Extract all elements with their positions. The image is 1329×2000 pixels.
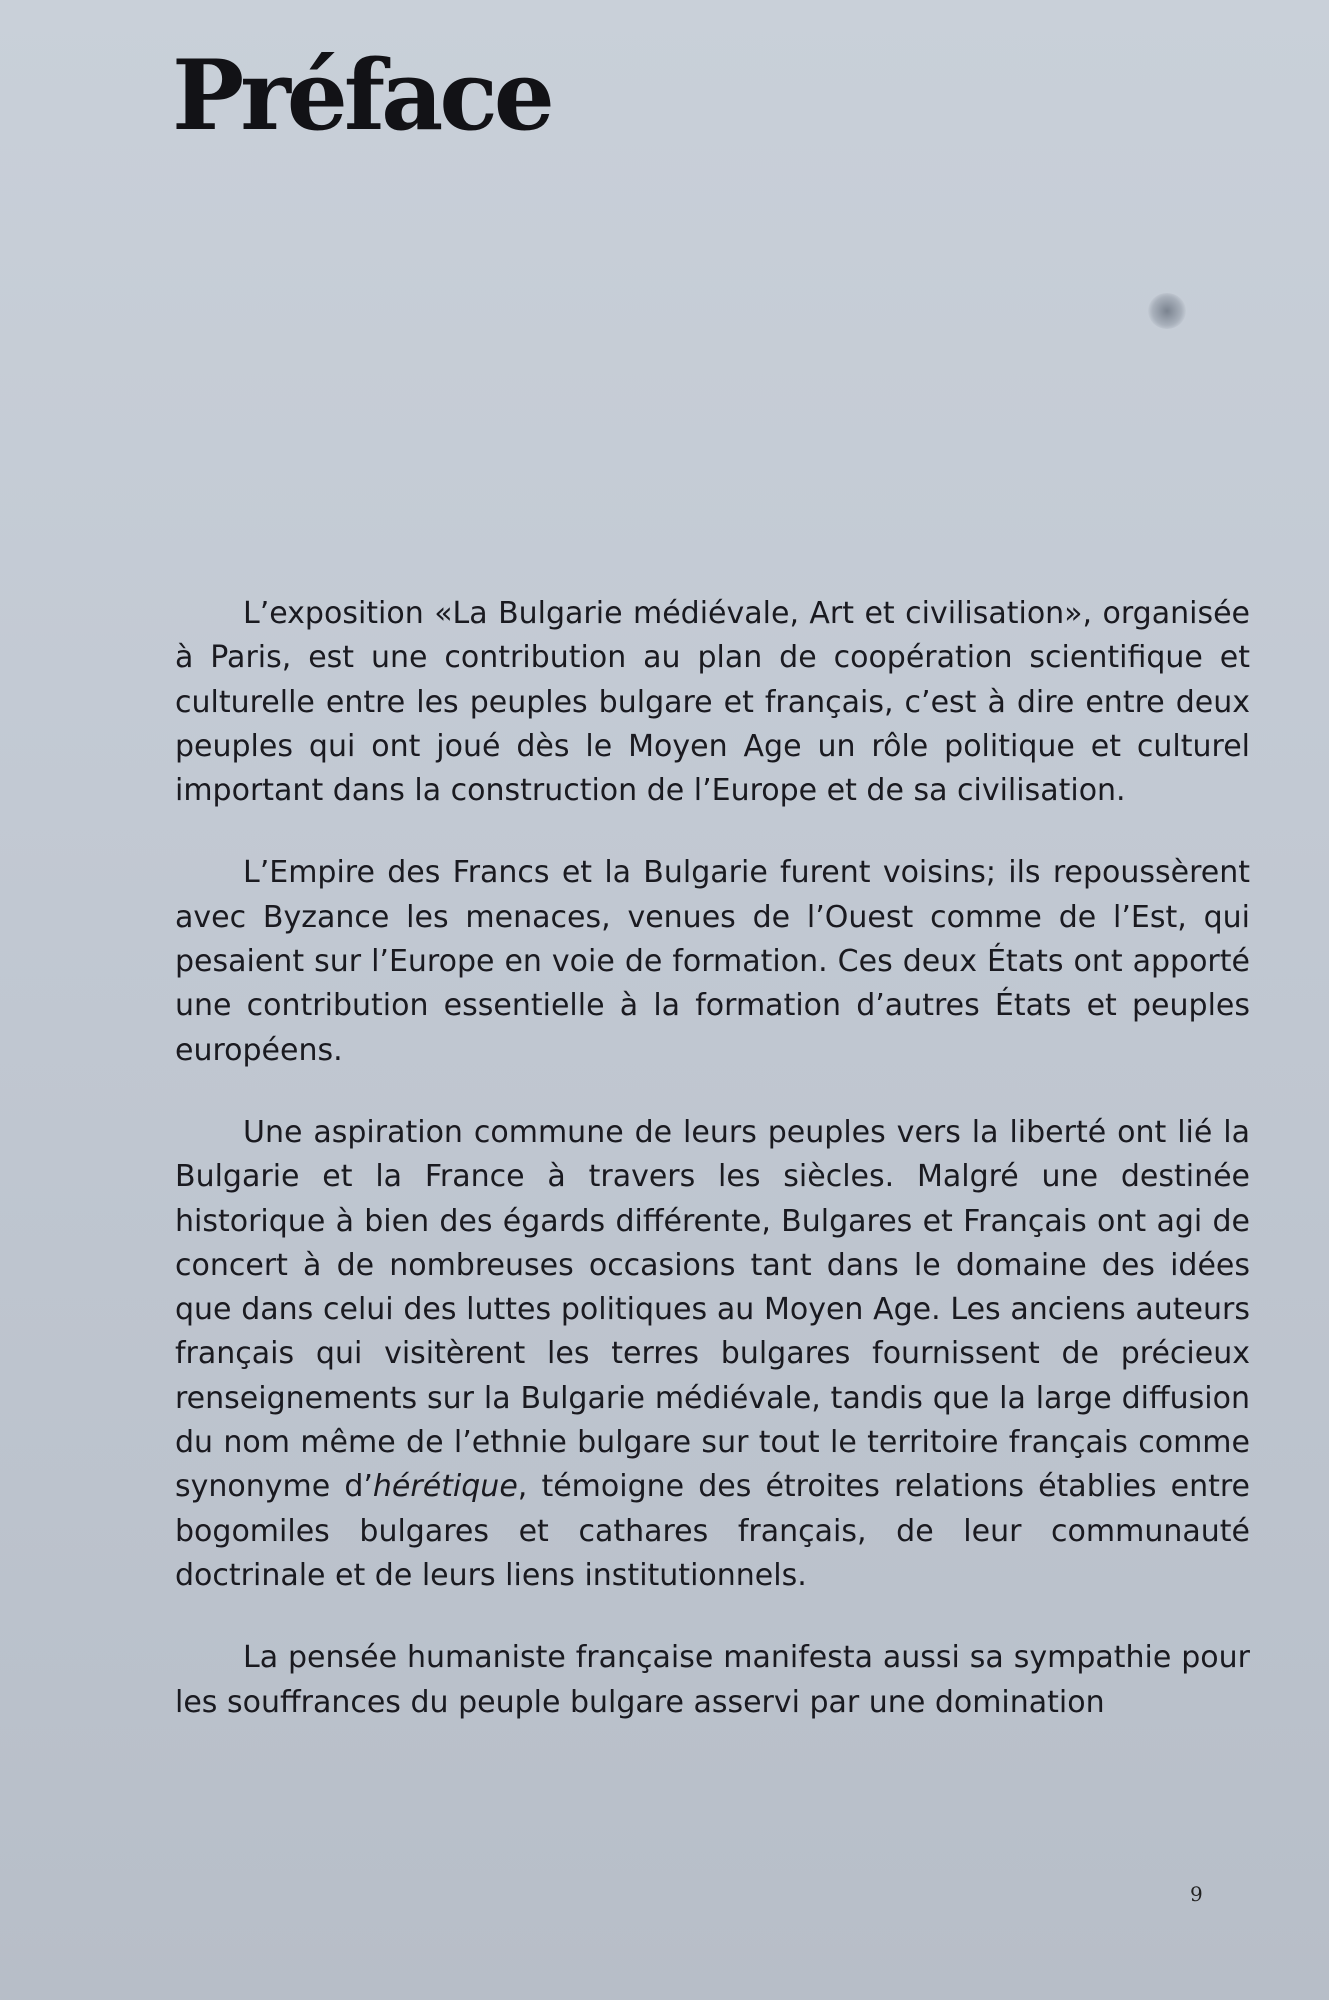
page-title: Préface xyxy=(172,39,551,152)
preface-body xyxy=(175,592,1250,1763)
paragraph-3-text-a: Une aspiration commune de leurs peuples vers la liberté ont lié la Bulgarie et la France à travers les siècles. Malgré une destinée historique à bien des égards différente, Bulgares et Français ont agi de concert à de nombreuses occasions tant dans le domaine des idées que dans celui des luttes politiques au Moyen Age. Les anciens auteurs français qui visitèrent les terres bulgares fournissent de précieux renseignements sur la Bulgarie médiévale, tandis que la large diffusion du nom même de l’ethnie bulgare sur tout le territoire français comme synonyme d’ xyxy=(175,1114,1250,1505)
paragraph-3-text-b: , témoigne des étroites relations établies entre bogomiles bulgares et cathares français, de leur communauté doctrinale et de leurs liens institutionnels. xyxy=(175,1469,1250,1593)
paragraph-3-italic-word: hérétique xyxy=(372,1469,518,1505)
paragraph-2: L’Empire des Francs et la Bulgarie furent voisins; ils repoussèrent avec Byzance les menaces, venues de l’Ouest comme de l’Est, qui pesaient sur l’Europe en voie de formation. Ces deux États ont apporté une contribution essentielle à la formation d’autres États et peuples européens. xyxy=(175,855,1250,1068)
paragraph-4: La pensée humaniste française manifesta aussi sa sympathie pour les souffrances du peuple bulgare asservi par une domination xyxy=(175,1640,1250,1720)
paragraph-1: L’exposition «La Bulgarie médiévale, Art et civilisation», organisée à Paris, est une contribution au plan de coopération scientifique et culturelle entre les peuples bulgare et français, c’est à dire entre deux peuples qui ont joué dès le Moyen Age un rôle politique et culturel important dans la construction de l’Europe et de sa civilisation. xyxy=(175,596,1250,809)
paragraph-3 xyxy=(175,1111,1250,1598)
page-number: 9 xyxy=(1190,1882,1203,1906)
ink-smudge xyxy=(1148,293,1186,329)
